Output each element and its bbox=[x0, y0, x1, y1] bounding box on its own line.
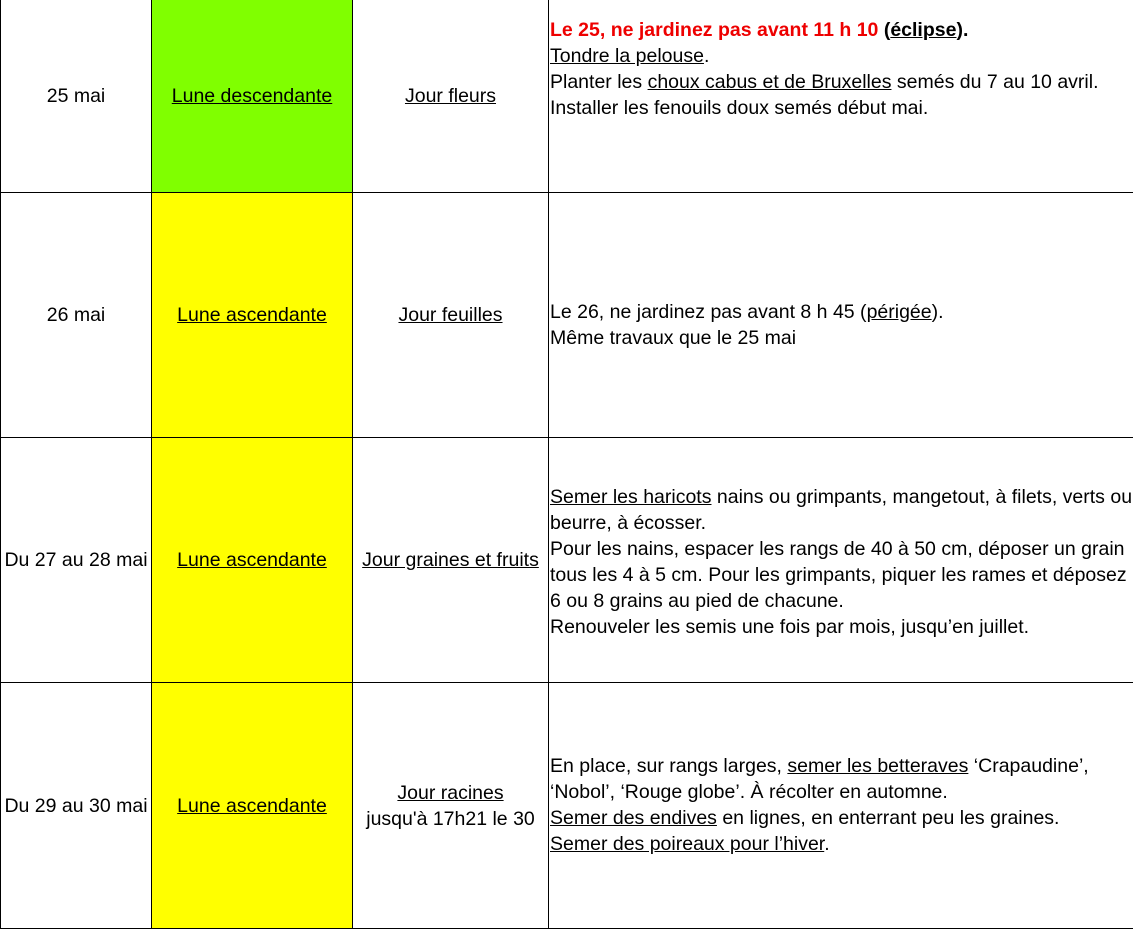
beans-link[interactable]: Semer les haricots bbox=[550, 486, 711, 508]
advice-line: Pour les nains, espacer les rangs de 40 à 50 cm, déposer un grain tous les 4 à 5 cm. Pour les grimpants, piquer les rames et déposez 6 ou 8 grains au pied de chacune. bbox=[550, 536, 1133, 614]
advice-text: ‘Crapaudine’, ‘Nobol’, ‘Rouge globe’. À récolter en automne. bbox=[550, 755, 1089, 803]
advice-line bbox=[550, 753, 1133, 805]
eclipse-warning: Le 25, ne jardinez pas avant 11 h 10 bbox=[550, 19, 878, 41]
advice-line bbox=[550, 69, 1133, 121]
advice-text: En place, sur rangs larges, bbox=[550, 755, 787, 777]
advice-line bbox=[550, 831, 1133, 857]
advice-line bbox=[550, 484, 1133, 536]
date-label: 25 mai bbox=[47, 85, 106, 107]
day-type-link[interactable]: Jour fleurs bbox=[405, 85, 496, 107]
moon-phase-link[interactable]: Lune ascendante bbox=[177, 795, 327, 817]
advice-text: en lignes, en enterrant peu les graines. bbox=[717, 807, 1060, 829]
warning-paren-open: ( bbox=[878, 19, 890, 41]
moon-phase-link[interactable]: Lune ascendante bbox=[177, 549, 327, 571]
date-label: Du 27 au 28 mai bbox=[4, 549, 147, 571]
beetroot-link[interactable]: semer les betteraves bbox=[787, 755, 968, 777]
advice-text: Planter les bbox=[550, 71, 648, 93]
day-type-cell bbox=[353, 193, 549, 438]
date-label: 26 mai bbox=[47, 304, 106, 326]
advice-line bbox=[550, 17, 1133, 43]
day-type-detail: jusqu'à 17h21 le 30 bbox=[366, 808, 535, 830]
moon-phase-cell bbox=[152, 193, 353, 438]
advice-cell bbox=[549, 0, 1133, 193]
date-cell bbox=[1, 0, 152, 193]
mow-lawn-link[interactable]: Tondre la pelouse bbox=[550, 45, 704, 67]
advice-text: Le 26, ne jardinez pas avant 8 h 45 ( bbox=[550, 301, 867, 323]
moon-phase-cell bbox=[152, 683, 353, 929]
day-type-cell bbox=[353, 0, 549, 193]
advice-line: Même travaux que le 25 mai bbox=[550, 325, 1133, 351]
table-row bbox=[1, 438, 1133, 683]
moon-phase-cell bbox=[152, 0, 353, 193]
advice-text: . bbox=[704, 45, 709, 67]
advice-text: nains ou grimpants, mangetout, à filets, verts ou beurre, à écosser. bbox=[550, 486, 1132, 534]
advice-text: semés du 7 au 10 avril. Installer les fenouils doux semés début mai. bbox=[550, 71, 1099, 119]
perigee-link[interactable]: périgée bbox=[867, 301, 932, 323]
advice-cell bbox=[549, 193, 1133, 438]
date-label: Du 29 au 30 mai bbox=[4, 795, 147, 817]
advice-cell bbox=[549, 438, 1133, 683]
day-type-cell bbox=[353, 438, 549, 683]
leeks-link[interactable]: Semer des poireaux pour l’hiver bbox=[550, 833, 824, 855]
date-cell bbox=[1, 438, 152, 683]
advice-line bbox=[550, 805, 1133, 831]
advice-line bbox=[550, 43, 1133, 69]
advice-cell bbox=[549, 683, 1133, 929]
moon-phase-link[interactable]: Lune descendante bbox=[172, 85, 332, 107]
moon-phase-cell bbox=[152, 438, 353, 683]
day-type-cell bbox=[353, 683, 549, 929]
advice-text: ). bbox=[932, 301, 944, 323]
moon-phase-link[interactable]: Lune ascendante bbox=[177, 304, 327, 326]
eclipse-link[interactable]: éclipse bbox=[890, 19, 956, 41]
advice-line bbox=[550, 299, 1133, 325]
endives-link[interactable]: Semer des endives bbox=[550, 807, 717, 829]
table-row bbox=[1, 0, 1133, 193]
date-cell bbox=[1, 683, 152, 929]
advice-line: Renouveler les semis une fois par mois, jusqu’en juillet. bbox=[550, 614, 1133, 640]
advice-text: . bbox=[824, 833, 829, 855]
day-type-link[interactable]: Jour racines bbox=[397, 782, 503, 804]
table-row bbox=[1, 683, 1133, 929]
table-row bbox=[1, 193, 1133, 438]
day-type-link[interactable]: Jour graines et fruits bbox=[362, 549, 539, 571]
day-type-link[interactable]: Jour feuilles bbox=[398, 304, 502, 326]
warning-paren-close: ). bbox=[956, 19, 968, 41]
date-cell bbox=[1, 193, 152, 438]
cabbage-link[interactable]: choux cabus et de Bruxelles bbox=[648, 71, 892, 93]
